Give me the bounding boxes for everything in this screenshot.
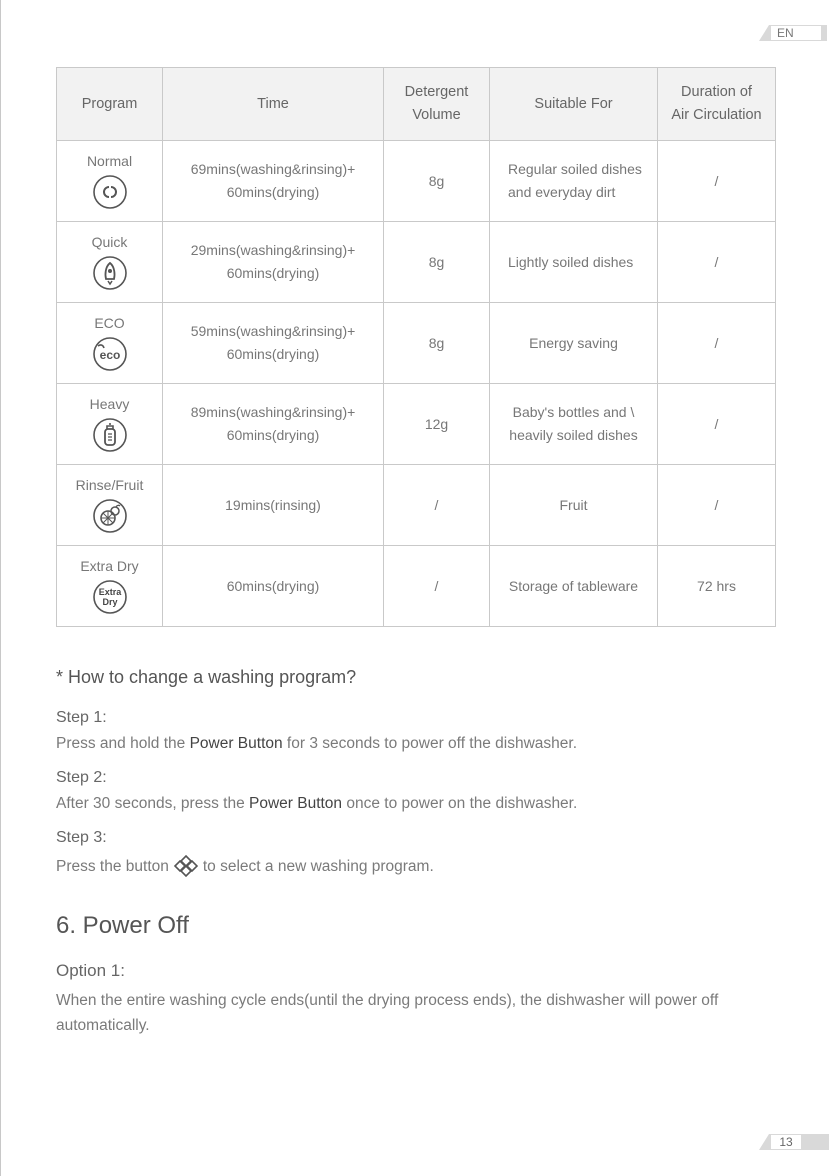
time-line1: 69mins(washing&rinsing)+: [190, 161, 356, 177]
step2-post: once to power on the dishwasher.: [342, 795, 578, 812]
language-label: EN: [771, 26, 821, 40]
suitable-line1: Baby's bottles and \: [512, 404, 635, 420]
suitable-cell: [490, 303, 658, 384]
extra-dry-icon-text-line1: Extra: [98, 587, 121, 597]
suitable-line1: Fruit: [559, 496, 588, 513]
table-row: [57, 222, 776, 303]
detergent-cell: 8g: [384, 303, 490, 384]
baby-bottle-icon: [92, 417, 128, 453]
time-cell: [163, 384, 384, 465]
program-name: Normal: [86, 153, 133, 169]
time-line2: 60mins(drying): [226, 427, 320, 443]
time-cell: [163, 222, 384, 303]
header-duration: [658, 68, 776, 141]
duration-cell: /: [658, 222, 776, 303]
language-tab: [759, 25, 829, 41]
suitable-line1: Energy saving: [529, 334, 618, 351]
program-table: [56, 67, 776, 627]
time-line1: 59mins(washing&rinsing)+: [190, 323, 356, 339]
step3-post: to select a new washing program.: [202, 858, 434, 875]
program-cell: [57, 141, 163, 222]
page-number-tab: [759, 1134, 829, 1150]
header-duration-line2: Air Circulation: [671, 107, 762, 123]
program-cell: [57, 546, 163, 627]
detergent-cell: /: [384, 465, 490, 546]
table-row: [57, 141, 776, 222]
option1-title: Option 1:: [56, 961, 125, 980]
program-cell: [57, 384, 163, 465]
suitable-line1: Lightly soiled dishes: [508, 253, 634, 270]
time-cell: [163, 546, 384, 627]
detergent-cell: /: [384, 546, 490, 627]
step2-title: Step 2:: [56, 769, 107, 786]
time-cell: [163, 465, 384, 546]
eco-icon: [92, 336, 128, 372]
suitable-line2: and everyday dirt: [508, 184, 616, 200]
page-number: 13: [771, 1135, 801, 1149]
table-header-row: [57, 68, 776, 141]
quick-rocket-icon: [92, 255, 128, 291]
program-cell: [57, 303, 163, 384]
detergent-cell: 12g: [384, 384, 490, 465]
suitable-cell: [490, 141, 658, 222]
step2-pre: After 30 seconds, press the: [56, 795, 249, 812]
extra-dry-icon-text-line2: Dry: [101, 597, 118, 607]
svg-text:eco: eco: [99, 348, 120, 362]
time-line2: 60mins(drying): [226, 346, 320, 362]
detergent-cell: 8g: [384, 222, 490, 303]
step1-power-button-text: Power Button: [189, 735, 283, 752]
how-to-title: * How to change a washing program?: [56, 667, 357, 687]
header-time: Time: [163, 68, 384, 141]
option1-text: When the entire washing cycle ends(until the drying process ends), the dishwasher will power off automatically.: [56, 992, 719, 1034]
step3-title: Step 3:: [56, 829, 107, 846]
program-name: Extra Dry: [80, 558, 139, 574]
time-line1: 19mins(rinsing): [225, 496, 321, 513]
step2-power-button-text: Power Button: [249, 795, 343, 812]
fruit-icon: [92, 498, 128, 534]
step1-post: for 3 seconds to power off the dishwasher.: [282, 735, 578, 752]
duration-cell: /: [658, 465, 776, 546]
header-detergent-line1: Detergent: [404, 84, 469, 100]
program-name: Quick: [91, 234, 128, 250]
step1-text: [56, 735, 577, 753]
duration-cell: 72 hrs: [658, 546, 776, 627]
header-detergent: [384, 68, 490, 141]
page-border: [0, 0, 1, 1176]
table-row: [57, 465, 776, 546]
extra-dry-icon: [92, 579, 128, 615]
suitable-cell: [490, 384, 658, 465]
duration-cell: /: [658, 141, 776, 222]
suitable-cell: [490, 546, 658, 627]
suitable-cell: [490, 222, 658, 303]
time-cell: [163, 303, 384, 384]
step3-pre: Press the button: [56, 858, 169, 875]
detergent-cell: 8g: [384, 141, 490, 222]
time-line1: 29mins(washing&rinsing)+: [190, 242, 356, 258]
table-row: [57, 303, 776, 384]
header-detergent-line2: Volume: [412, 107, 461, 123]
program-cell: [57, 465, 163, 546]
suitable-line1: Storage of tableware: [508, 577, 639, 594]
table-row: [57, 546, 776, 627]
time-line2: 60mins(drying): [226, 265, 320, 281]
header-duration-line1: Duration of: [681, 84, 752, 100]
program-name: Heavy: [89, 396, 130, 412]
suitable-cell: [490, 465, 658, 546]
table-row: [57, 384, 776, 465]
step1-pre: Press and hold the: [56, 735, 190, 752]
program-name: ECO: [94, 315, 125, 331]
header-suitable: Suitable For: [490, 68, 658, 141]
header-program: Program: [57, 68, 163, 141]
program-select-button-icon: [173, 855, 199, 877]
power-off-title: 6. Power Off: [56, 912, 189, 939]
duration-cell: /: [658, 384, 776, 465]
time-line1: 60mins(drying): [226, 577, 320, 594]
suitable-line2: heavily soiled dishes: [509, 427, 638, 443]
time-line1: 89mins(washing&rinsing)+: [190, 404, 356, 420]
suitable-line1: Regular soiled dishes: [508, 161, 642, 177]
duration-cell: /: [658, 303, 776, 384]
time-line2: 60mins(drying): [226, 184, 320, 200]
time-cell: [163, 141, 384, 222]
step2-text: [56, 795, 577, 813]
program-name: Rinse/Fruit: [75, 477, 144, 493]
program-cell: [57, 222, 163, 303]
normal-cycle-icon: [92, 174, 128, 210]
step1-title: Step 1:: [56, 709, 107, 726]
step3-text: [56, 855, 434, 877]
